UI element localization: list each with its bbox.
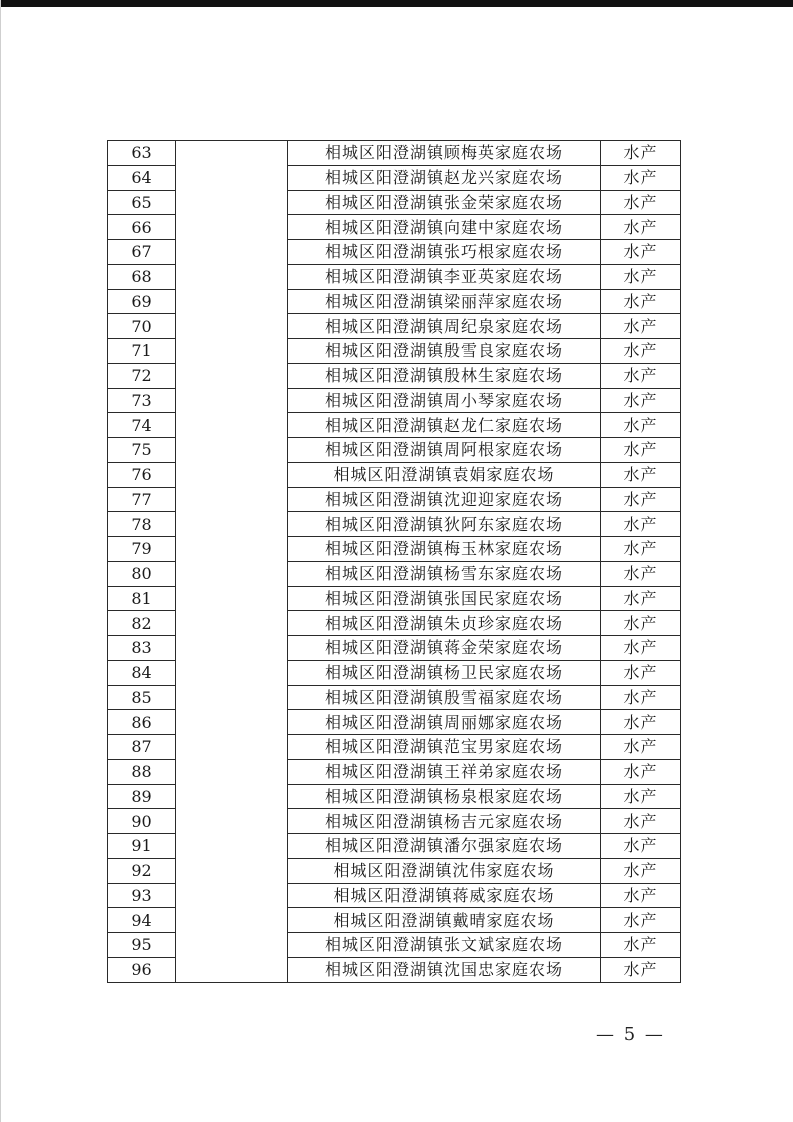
row-number-cell: 63 bbox=[108, 141, 176, 166]
farm-name-cell: 相城区阳澄湖镇李亚英家庭农场 bbox=[288, 264, 601, 289]
farm-type-cell: 水产 bbox=[601, 413, 681, 438]
farm-name-cell: 相城区阳澄湖镇杨雪东家庭农场 bbox=[288, 561, 601, 586]
farm-type-cell: 水产 bbox=[601, 339, 681, 364]
row-number-cell: 86 bbox=[108, 710, 176, 735]
farm-name-cell: 相城区阳澄湖镇周阿根家庭农场 bbox=[288, 438, 601, 463]
row-number-cell: 81 bbox=[108, 586, 176, 611]
farm-name-cell: 相城区阳澄湖镇袁娟家庭农场 bbox=[288, 462, 601, 487]
farm-name-cell: 相城区阳澄湖镇赵龙兴家庭农场 bbox=[288, 165, 601, 190]
row-number-cell: 77 bbox=[108, 487, 176, 512]
row-number-cell: 83 bbox=[108, 636, 176, 661]
farm-name-cell: 相城区阳澄湖镇殷林生家庭农场 bbox=[288, 363, 601, 388]
row-number-cell: 95 bbox=[108, 933, 176, 958]
farm-name-cell: 相城区阳澄湖镇殷雪良家庭农场 bbox=[288, 339, 601, 364]
farm-name-cell: 相城区阳澄湖镇张巧根家庭农场 bbox=[288, 240, 601, 265]
farm-type-cell: 水产 bbox=[601, 537, 681, 562]
farm-name-cell: 相城区阳澄湖镇朱贞珍家庭农场 bbox=[288, 611, 601, 636]
row-number-cell: 93 bbox=[108, 883, 176, 908]
farm-name-cell: 相城区阳澄湖镇梁丽萍家庭农场 bbox=[288, 289, 601, 314]
farm-type-cell: 水产 bbox=[601, 240, 681, 265]
farm-type-cell: 水产 bbox=[601, 858, 681, 883]
row-number-cell: 68 bbox=[108, 264, 176, 289]
row-number-cell: 94 bbox=[108, 908, 176, 933]
row-number-cell: 91 bbox=[108, 834, 176, 859]
farm-name-cell: 相城区阳澄湖镇张文斌家庭农场 bbox=[288, 933, 601, 958]
farm-name-cell: 相城区阳澄湖镇王祥弟家庭农场 bbox=[288, 759, 601, 784]
farm-name-cell: 相城区阳澄湖镇狄阿东家庭农场 bbox=[288, 512, 601, 537]
row-number-cell: 96 bbox=[108, 957, 176, 982]
row-number-cell: 79 bbox=[108, 537, 176, 562]
row-number-cell: 89 bbox=[108, 784, 176, 809]
row-number-cell: 71 bbox=[108, 339, 176, 364]
farm-type-cell: 水产 bbox=[601, 190, 681, 215]
farm-name-cell: 相城区阳澄湖镇蒋金荣家庭农场 bbox=[288, 636, 601, 661]
farm-name-cell: 相城区阳澄湖镇沈迎迎家庭农场 bbox=[288, 487, 601, 512]
row-number-cell: 74 bbox=[108, 413, 176, 438]
row-number-cell: 90 bbox=[108, 809, 176, 834]
farm-type-cell: 水产 bbox=[601, 933, 681, 958]
farm-name-cell: 相城区阳澄湖镇杨吉元家庭农场 bbox=[288, 809, 601, 834]
row-number-cell: 92 bbox=[108, 858, 176, 883]
farm-type-cell: 水产 bbox=[601, 908, 681, 933]
farm-type-cell: 水产 bbox=[601, 784, 681, 809]
farm-name-cell: 相城区阳澄湖镇蒋威家庭农场 bbox=[288, 883, 601, 908]
row-number-cell: 66 bbox=[108, 215, 176, 240]
row-number-cell: 73 bbox=[108, 388, 176, 413]
farm-type-cell: 水产 bbox=[601, 215, 681, 240]
farm-type-cell: 水产 bbox=[601, 363, 681, 388]
farm-type-cell: 水产 bbox=[601, 809, 681, 834]
farm-type-cell: 水产 bbox=[601, 759, 681, 784]
farm-name-cell: 相城区阳澄湖镇戴晴家庭农场 bbox=[288, 908, 601, 933]
farm-type-cell: 水产 bbox=[601, 141, 681, 166]
farm-type-cell: 水产 bbox=[601, 512, 681, 537]
table-row bbox=[108, 141, 681, 166]
farm-type-cell: 水产 bbox=[601, 636, 681, 661]
farm-name-cell: 相城区阳澄湖镇沈伟家庭农场 bbox=[288, 858, 601, 883]
farm-name-cell: 相城区阳澄湖镇杨卫民家庭农场 bbox=[288, 660, 601, 685]
row-number-cell: 64 bbox=[108, 165, 176, 190]
page-number: — 5 — bbox=[596, 1024, 665, 1045]
farm-list-table-container bbox=[107, 140, 680, 983]
row-number-cell: 84 bbox=[108, 660, 176, 685]
farm-name-cell: 相城区阳澄湖镇向建中家庭农场 bbox=[288, 215, 601, 240]
farm-type-cell: 水产 bbox=[601, 957, 681, 982]
farm-type-cell: 水产 bbox=[601, 710, 681, 735]
row-number-cell: 69 bbox=[108, 289, 176, 314]
farm-name-cell: 相城区阳澄湖镇张国民家庭农场 bbox=[288, 586, 601, 611]
row-number-cell: 76 bbox=[108, 462, 176, 487]
row-number-cell: 78 bbox=[108, 512, 176, 537]
farm-type-cell: 水产 bbox=[601, 735, 681, 760]
farm-name-cell: 相城区阳澄湖镇沈国忠家庭农场 bbox=[288, 957, 601, 982]
table-body bbox=[108, 141, 681, 983]
farm-name-cell: 相城区阳澄湖镇杨泉根家庭农场 bbox=[288, 784, 601, 809]
merged-blank-cell bbox=[176, 141, 288, 983]
farm-name-cell: 相城区阳澄湖镇潘尔强家庭农场 bbox=[288, 834, 601, 859]
farm-name-cell: 相城区阳澄湖镇顾梅英家庭农场 bbox=[288, 141, 601, 166]
farm-type-cell: 水产 bbox=[601, 388, 681, 413]
farm-type-cell: 水产 bbox=[601, 289, 681, 314]
row-number-cell: 82 bbox=[108, 611, 176, 636]
farm-name-cell: 相城区阳澄湖镇赵龙仁家庭农场 bbox=[288, 413, 601, 438]
farm-name-cell: 相城区阳澄湖镇范宝男家庭农场 bbox=[288, 735, 601, 760]
row-number-cell: 80 bbox=[108, 561, 176, 586]
row-number-cell: 88 bbox=[108, 759, 176, 784]
farm-type-cell: 水产 bbox=[601, 660, 681, 685]
row-number-cell: 67 bbox=[108, 240, 176, 265]
scan-edge-left bbox=[0, 0, 1, 1122]
row-number-cell: 75 bbox=[108, 438, 176, 463]
farm-name-cell: 相城区阳澄湖镇周纪泉家庭农场 bbox=[288, 314, 601, 339]
farm-name-cell: 相城区阳澄湖镇殷雪福家庭农场 bbox=[288, 685, 601, 710]
farm-type-cell: 水产 bbox=[601, 561, 681, 586]
row-number-cell: 65 bbox=[108, 190, 176, 215]
farm-type-cell: 水产 bbox=[601, 611, 681, 636]
farm-name-cell: 相城区阳澄湖镇周丽娜家庭农场 bbox=[288, 710, 601, 735]
row-number-cell: 70 bbox=[108, 314, 176, 339]
farm-name-cell: 相城区阳澄湖镇周小琴家庭农场 bbox=[288, 388, 601, 413]
farm-type-cell: 水产 bbox=[601, 314, 681, 339]
farm-type-cell: 水产 bbox=[601, 586, 681, 611]
farm-type-cell: 水产 bbox=[601, 462, 681, 487]
farm-type-cell: 水产 bbox=[601, 834, 681, 859]
farm-type-cell: 水产 bbox=[601, 165, 681, 190]
farm-name-cell: 相城区阳澄湖镇张金荣家庭农场 bbox=[288, 190, 601, 215]
farm-name-cell: 相城区阳澄湖镇梅玉林家庭农场 bbox=[288, 537, 601, 562]
farm-type-cell: 水产 bbox=[601, 685, 681, 710]
row-number-cell: 87 bbox=[108, 735, 176, 760]
farm-list-table bbox=[107, 140, 681, 983]
row-number-cell: 85 bbox=[108, 685, 176, 710]
row-number-cell: 72 bbox=[108, 363, 176, 388]
farm-type-cell: 水产 bbox=[601, 487, 681, 512]
farm-type-cell: 水产 bbox=[601, 264, 681, 289]
farm-type-cell: 水产 bbox=[601, 883, 681, 908]
farm-type-cell: 水产 bbox=[601, 438, 681, 463]
scan-edge bbox=[0, 0, 793, 7]
